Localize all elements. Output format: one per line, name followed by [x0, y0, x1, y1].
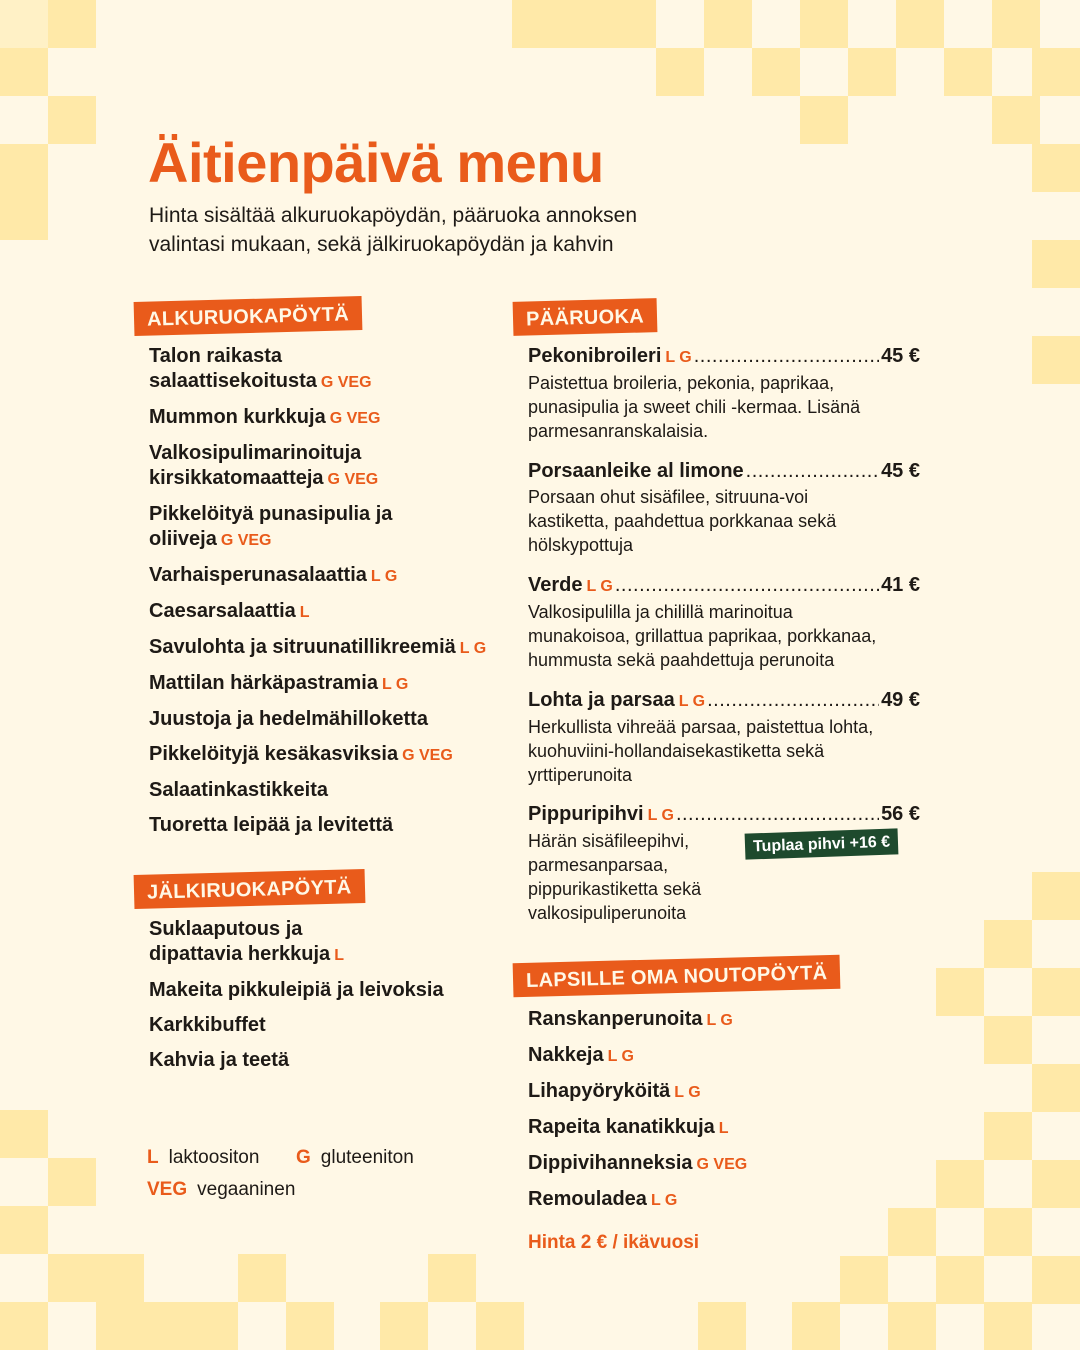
checker-square: [512, 0, 560, 48]
legend-label: laktoositon: [168, 1147, 260, 1168]
checker-square: [848, 48, 896, 96]
checker-square: [1032, 1160, 1080, 1208]
page-title: Äitienpäivä menu: [148, 131, 604, 194]
checker-square: [1032, 1256, 1080, 1304]
legend-key: L: [147, 1147, 159, 1168]
checker-square: [896, 0, 944, 48]
dish-name: Porsaanleike al limone: [528, 460, 744, 482]
diet-tag: G VEG: [327, 471, 379, 488]
checker-square: [190, 1302, 238, 1350]
checker-square: [0, 48, 48, 96]
dish-description: Valkosipulilla ja chilillä marinoitua munakoisoa, grillattua paprikaa, porkkanaa, hummusta sekä paahdettuja perunoita: [528, 602, 877, 670]
checker-square: [0, 1206, 48, 1254]
diet-tag: G VEG: [329, 410, 381, 427]
kids-list: [528, 1007, 928, 1223]
diet-tag: L G: [706, 1012, 733, 1029]
diet-tag: L G: [678, 693, 706, 710]
checker-square: [992, 0, 1040, 48]
list-item: Juustoja ja hedelmähilloketta: [149, 708, 428, 730]
checker-square: [984, 920, 1032, 968]
desserts-heading: JÄLKIRUOKAPÖYTÄ: [134, 869, 365, 909]
subtitle-line: valintasi mukaan, sekä jälkiruokapöydän ja kahvin: [149, 233, 614, 256]
dish-name: Lohta ja parsaa: [528, 689, 675, 711]
diet-tag: L: [334, 947, 344, 964]
checker-square: [1032, 240, 1080, 288]
checker-square: [1032, 336, 1080, 384]
list-item: Talon raikasta salaattisekoitusta G VEG: [149, 345, 372, 392]
checker-square: [1032, 48, 1080, 96]
checker-square: [984, 1016, 1032, 1064]
kids-price-note: Hinta 2 € / ikävuosi: [528, 1232, 700, 1253]
dish-price: 45 €: [881, 460, 920, 482]
checker-square: [936, 1256, 984, 1304]
diet-tag: G VEG: [402, 747, 453, 764]
diet-tag: L: [718, 1120, 729, 1137]
checker-square: [96, 1302, 144, 1350]
checker-square: [840, 1256, 888, 1304]
list-item: Karkkibuffet: [149, 1014, 266, 1036]
dot-leader: [746, 459, 879, 484]
dot-leader: [676, 802, 879, 827]
checker-square: [984, 1112, 1032, 1160]
diet-tag: L G: [586, 578, 613, 595]
diet-tag: L G: [647, 807, 674, 824]
checker-square: [286, 1302, 334, 1350]
checker-square: [608, 0, 656, 48]
legend-label: vegaaninen: [197, 1179, 296, 1200]
dish-name: Verde: [528, 574, 583, 596]
list-item: Tuoretta leipää ja levitettä: [149, 814, 394, 836]
checker-square: [48, 96, 96, 144]
list-item: Caesarsalaattia L: [149, 600, 310, 622]
dish-price: 49 €: [881, 689, 920, 711]
dot-leader: [615, 573, 879, 598]
checker-square: [48, 1158, 96, 1206]
main-dish: [528, 344, 920, 443]
dish-name: Pippuripihvi: [528, 803, 644, 825]
checker-square: [792, 1302, 840, 1350]
dish-description: Paistettua broileria, pekonia, paprikaa, punasipulia ja sweet chili -kermaa. Lisänä parmesanranskalaisia.: [528, 373, 861, 441]
checker-square: [48, 0, 96, 48]
checker-square: [238, 1254, 286, 1302]
dish-description: Härän sisäfileepihvi, parmesanparsaa, pippurikastiketta sekä valkosipuliperunoita: [528, 831, 702, 923]
checker-square: [476, 1302, 524, 1350]
list-item: Kahvia ja teetä: [149, 1049, 290, 1071]
legend-row: [147, 1179, 295, 1201]
checker-square: [48, 1254, 96, 1302]
main-dish: [528, 802, 920, 925]
list-item: Makeita pikkuleipiä ja leivoksia: [149, 979, 444, 1001]
checker-square: [752, 48, 800, 96]
list-item: Salaatinkastikkeita: [149, 779, 328, 801]
main-dish: [528, 573, 920, 672]
checker-square: [560, 0, 608, 48]
diet-tag: G VEG: [320, 374, 372, 391]
diet-tag: G VEG: [696, 1156, 748, 1173]
list-item: Ranskanperunoita L G: [528, 1008, 733, 1030]
double-steak-badge: Tuplaa pihvi +16 €: [745, 828, 899, 859]
legend-label: gluteeniton: [320, 1147, 414, 1168]
diet-tag: L G: [650, 1192, 678, 1209]
diet-tag: L G: [459, 640, 487, 657]
checker-square: [96, 1254, 144, 1302]
list-item: Rapeita kanatikkuja L: [528, 1116, 729, 1138]
dot-leader: [707, 688, 879, 713]
mains-heading: PÄÄRUOKA: [513, 298, 658, 336]
checker-square: [800, 0, 848, 48]
checker-square: [984, 1208, 1032, 1256]
diet-tag: L G: [665, 349, 692, 366]
checker-square: [936, 968, 984, 1016]
checker-square: [992, 96, 1040, 144]
dish-description: Porsaan ohut sisäfilee, sitruuna-voi kastiketta, paahdettua porkkanaa sekä hölskypottuja: [528, 487, 837, 555]
list-item: Pikkelöityä punasipulia ja oliiveja G VEG: [149, 503, 393, 550]
checker-square: [0, 1110, 48, 1158]
starters-list: [149, 344, 509, 848]
diet-tag: L G: [370, 568, 398, 585]
checker-square: [0, 144, 48, 192]
checker-square: [0, 1302, 48, 1350]
checker-square: [1032, 968, 1080, 1016]
list-item: Suklaaputous ja dipattavia herkkuja L: [149, 918, 344, 965]
list-item: Remouladea L G: [528, 1188, 678, 1210]
dot-leader: [694, 344, 879, 369]
checker-square: [428, 1254, 476, 1302]
diet-tag: L G: [607, 1048, 634, 1065]
list-item: Nakkeja L G: [528, 1044, 634, 1066]
desserts-list: [149, 917, 509, 1083]
checker-square: [800, 96, 848, 144]
diet-tag: G VEG: [220, 532, 272, 549]
list-item: Varhaisperunasalaattia L G: [149, 564, 398, 586]
main-dish: [528, 459, 920, 557]
checker-square: [0, 0, 48, 48]
main-dish: [528, 688, 920, 787]
list-item: Savulohta ja sitruunatillikreemiä L G: [149, 636, 487, 658]
legend-row: [147, 1147, 414, 1169]
kids-heading: LAPSILLE OMA NOUTOPÖYTÄ: [513, 955, 841, 998]
list-item: Mummon kurkkuja G VEG: [149, 406, 381, 428]
checker-square: [984, 1302, 1032, 1350]
list-item: Lihapyöryköitä L G: [528, 1080, 701, 1102]
checker-square: [1032, 1064, 1080, 1112]
list-item: Dippivihanneksia G VEG: [528, 1152, 748, 1174]
dish-price: 41 €: [881, 574, 920, 596]
list-item: Pikkelöityjä kesäkasviksia G VEG: [149, 743, 453, 765]
diet-tag: L G: [381, 676, 409, 693]
checker-square: [0, 192, 48, 240]
checker-square: [380, 1302, 428, 1350]
menu-subtitle: [149, 201, 769, 259]
dish-price: 56 €: [881, 803, 920, 825]
starters-heading: ALKURUOKAPÖYTÄ: [134, 296, 363, 336]
dish-price: 45 €: [881, 345, 920, 367]
checker-square: [888, 1302, 936, 1350]
legend-key: G: [296, 1147, 311, 1168]
list-item: Mattilan härkäpastramia L G: [149, 672, 409, 694]
legend-key: VEG: [147, 1179, 188, 1200]
list-item: Valkosipulimarinoituja kirsikkatomaatteja G VEG: [149, 442, 379, 489]
checker-square: [936, 1160, 984, 1208]
checker-square: [944, 48, 992, 96]
diet-tag: L G: [674, 1084, 701, 1101]
dish-name: Pekonibroileri: [528, 345, 662, 367]
checker-square: [1032, 872, 1080, 920]
checker-square: [656, 48, 704, 96]
diet-tag: L: [299, 604, 310, 621]
checker-square: [1032, 144, 1080, 192]
dish-description: Herkullista vihreää parsaa, paistettua lohta, kuohuviini-hollandaisekastiketta sekä yrttiperunoita: [528, 717, 874, 785]
subtitle-line: Hinta sisältää alkuruokapöydän, pääruoka annoksen: [149, 204, 637, 227]
checker-square: [698, 1302, 746, 1350]
checker-square: [704, 0, 752, 48]
checker-square: [144, 1302, 192, 1350]
